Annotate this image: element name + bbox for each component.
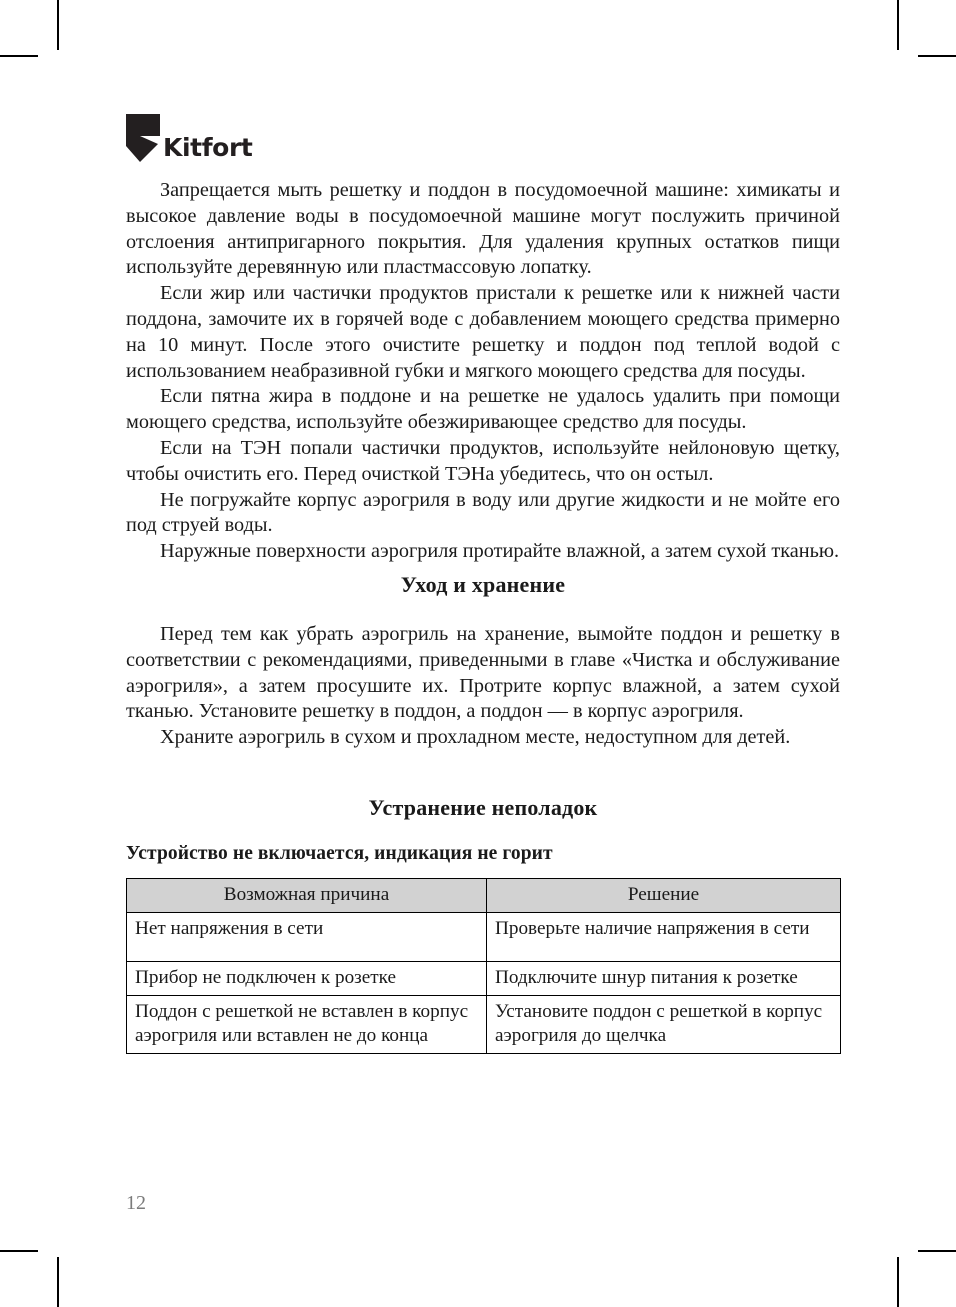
paragraph: Если пятна жира в поддоне и на решетке не удалось удалить при помощи моющего средства, используйте обезжиривающее средство для посуды. xyxy=(126,385,840,434)
crop-mark-bottom-left-vertical xyxy=(57,1257,59,1307)
section-heading-troubleshooting: Устранение неполадок xyxy=(368,795,598,820)
subsection-heading-no-power: Устройство не включается, индикация не горит xyxy=(126,843,553,864)
crop-mark-bottom-right-vertical xyxy=(897,1257,899,1307)
paragraph: Не погружайте корпус аэрогриля в воду или другие жидкости и не мойте его под струей воды. xyxy=(126,488,840,537)
troubleshooting-section xyxy=(126,795,840,1054)
table-row xyxy=(127,962,841,996)
spacer xyxy=(126,821,840,843)
paragraph: Запрещается мыть решетку и поддон в посудомоечной машине: химикаты и высокое давление воды в посудомоечной машине могут послужить причиной отслоения антипригарного покрытия. Для удаления крупных остатков пищи используйте деревянную или пластмассовую лопатку. xyxy=(126,179,840,279)
brand-wordmark: Kitfort xyxy=(163,133,253,162)
table-header-row xyxy=(127,879,841,913)
paragraph: Перед тем как убрать аэрогриль на хранение, вымойте поддон и решетку в соответствии с рекомендациями, приведенными в главе «Чистка и обслуживание аэрогриля», а затем просушите их. Протрите корпус влажной, а затем сухой тканью. Установите решетку в поддон, а поддон — в корпус аэрогриля. xyxy=(126,623,840,723)
table-cell-solution: Проверьте наличие напряжения в сети xyxy=(487,913,841,962)
crop-mark-top-right-horizontal xyxy=(918,55,956,57)
table-cell-cause: Прибор не подключен к розетке xyxy=(127,962,487,996)
paragraph: Если на ТЭН попали частички продуктов, используйте нейлоновую щетку, чтобы очистить его. Перед очисткой ТЭНа убедитесь, что он остыл. xyxy=(126,436,840,485)
troubleshooting-table xyxy=(126,878,841,1054)
crop-mark-bottom-right-horizontal xyxy=(918,1250,956,1252)
kitfort-logo-icon xyxy=(126,114,160,162)
crop-mark-top-left-vertical xyxy=(57,0,59,50)
paragraph: Наружные поверхности аэрогриля протирайте влажной, а затем сухой тканью. xyxy=(160,540,840,563)
cleaning-body-text xyxy=(126,178,840,565)
table-cell-cause: Нет напряжения в сети xyxy=(127,913,487,962)
paragraph: Если жир или частички продуктов пристали к решетке или к нижней части поддона, замочите их в горячей воде с добавлением моющего средства примерно на 10 минут. После этого очистите решетку и поддон под теплой водой с использованием неабразивной губки и мягкого моющего средства для посуды. xyxy=(126,282,840,382)
table-cell-solution: Подключите шнур питания к розетке xyxy=(487,962,841,996)
crop-mark-top-right-vertical xyxy=(897,0,899,50)
table-header-cause: Возможная причина xyxy=(127,879,487,913)
crop-mark-bottom-left-horizontal xyxy=(0,1250,38,1252)
table-row xyxy=(127,913,841,962)
page-number: 12 xyxy=(126,1192,146,1214)
table-cell-cause: Поддон с решеткой не вставлен в корпус аэрогриля или вставлен не до конца xyxy=(127,996,487,1054)
crop-mark-top-left-horizontal xyxy=(0,55,38,57)
table-cell-solution: Установите поддон с решеткой в корпус аэрогриля до щелчка xyxy=(487,996,841,1054)
table-header-solution: Решение xyxy=(487,879,841,913)
table-row xyxy=(127,996,841,1054)
brand-logo xyxy=(126,108,252,162)
spacer xyxy=(126,598,840,622)
spacer xyxy=(126,865,840,878)
paragraph: Храните аэрогриль в сухом и прохладном месте, недоступном для детей. xyxy=(160,726,791,749)
section-heading-care: Уход и хранение xyxy=(400,572,566,597)
care-and-storage-section xyxy=(126,572,840,751)
